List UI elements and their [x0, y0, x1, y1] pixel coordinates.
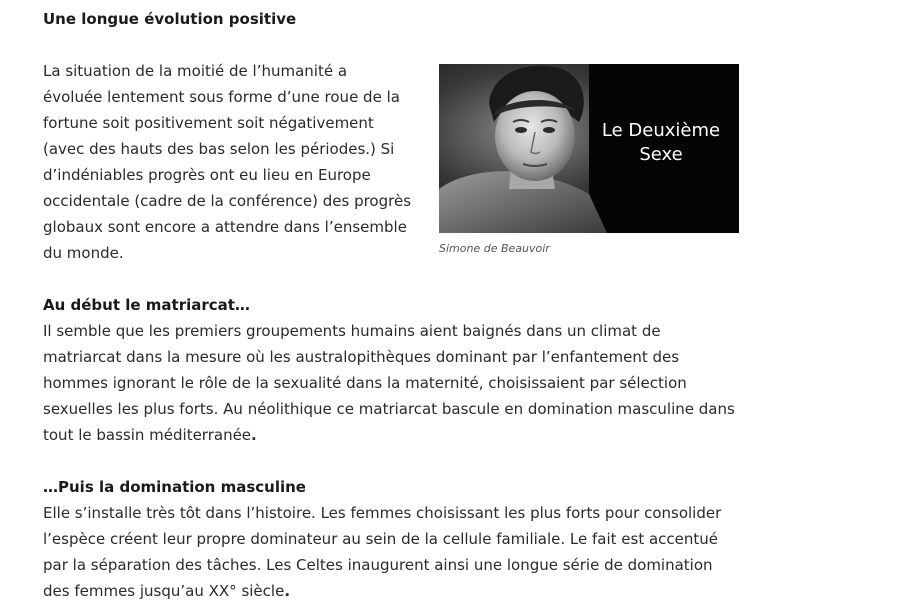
paragraph-line: par la séparation des tâches. Les Celtes inaugurent ainsi une longue série de domination: [43, 556, 713, 574]
paragraph-line: Elle s’installe très tôt dans l’histoire. Les femmes choisissant les plus forts pour consolider: [43, 504, 722, 522]
paragraph-line: [43, 578, 721, 604]
portrait-illustration: [439, 64, 739, 233]
paragraph-line: matriarcat dans la mesure où les australopithèques dominant par l’enfantement des: [43, 348, 680, 366]
section-heading-evolution: Une longue évolution positive: [43, 10, 297, 28]
paragraph-line: (avec des hauts des bas selon les périodes.) Si: [43, 140, 395, 158]
paragraph-line: La situation de la moitié de l’humanité a: [43, 62, 348, 80]
section-heading-domination: …Puis la domination masculine: [43, 478, 306, 496]
paragraph-line: globaux sont encore a attendre dans l’ensemble: [43, 218, 407, 236]
domination-paragraph: [43, 500, 721, 604]
paragraph-line: fortune soit positivement soit négativement: [43, 114, 374, 132]
paragraph-end-period: .: [251, 426, 257, 444]
paragraph-line: occidentale (cadre de la conférence) des progrès: [43, 192, 412, 210]
paragraph-line-text: tout le bassin méditerranée: [43, 426, 252, 444]
paragraph-end-period: .: [284, 582, 291, 600]
image-title-line1: Le Deuxième: [601, 120, 721, 141]
intro-paragraph: [43, 58, 423, 266]
paragraph-line-text: des femmes jusqu’au XX° siècle: [43, 582, 285, 600]
portrait-photo[interactable]: [439, 64, 739, 233]
paragraph-line: du monde.: [43, 244, 124, 262]
paragraph-line: évoluée lentement sous forme d’une roue de la: [43, 88, 400, 106]
paragraph-line: sexuelles les plus forts. Au néolithique ce matriarcat bascule en domination masculine dans: [43, 400, 735, 418]
section-heading-matriarcat: Au début le matriarcat…: [43, 296, 250, 314]
image-title-line2: Sexe: [639, 144, 683, 165]
paragraph-line: [43, 422, 735, 448]
paragraph-line: d’indéniables progrès ont eu lieu en Europe: [43, 166, 371, 184]
paragraph-line: hommes ignorant le rôle de la sexualité dans la maternité, choisissaient par sélection: [43, 374, 687, 392]
portrait-figure: [439, 64, 739, 256]
photo-caption: Simone de Beauvoir: [439, 242, 550, 255]
paragraph-line: Il semble que les premiers groupements humains aient baignés dans un climat de: [43, 322, 661, 340]
matriarcat-paragraph: [43, 318, 735, 448]
paragraph-line: l’espèce créent leur propre dominateur au sein de la cellule familiale. Le fait est accentué: [43, 530, 719, 548]
